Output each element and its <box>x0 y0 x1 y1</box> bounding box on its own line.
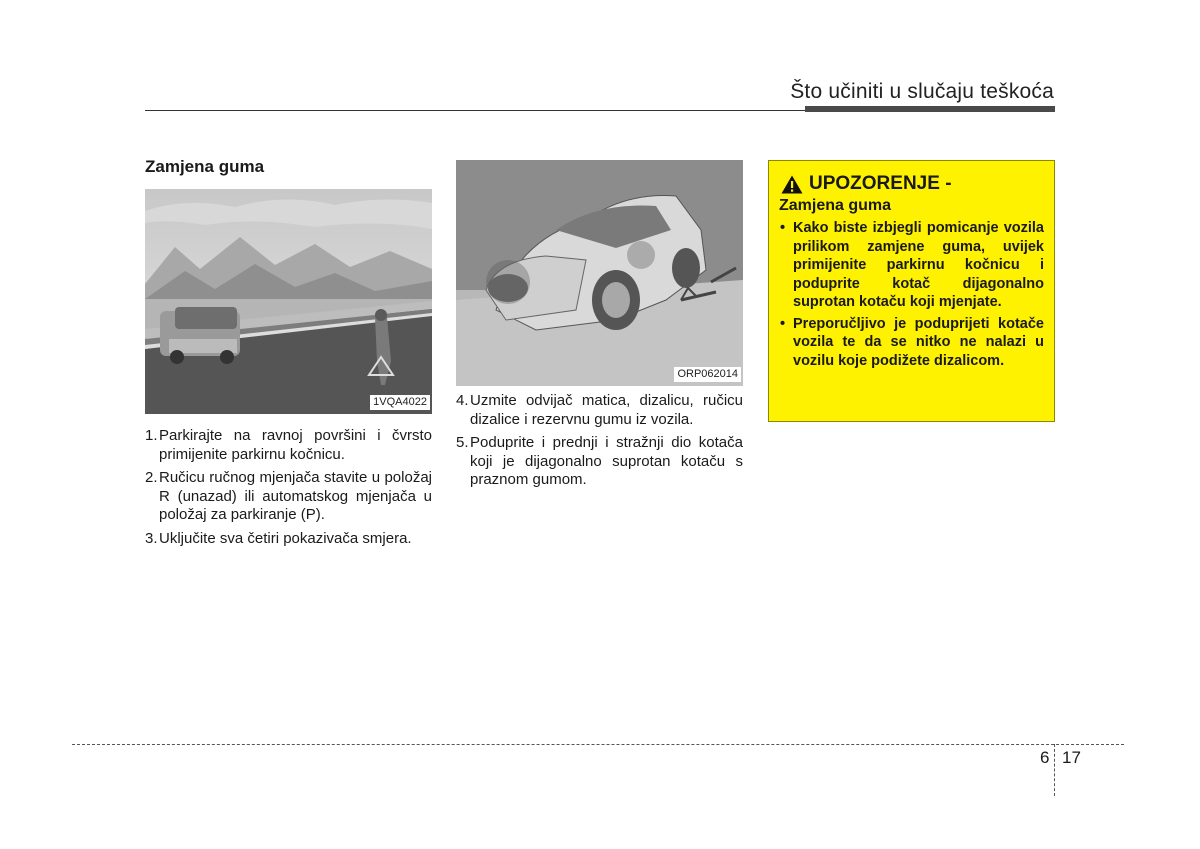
list-item: 5. Poduprite i prednji i stražnji dio kotača koji je dijagonalno suprotan kotaču s praznom gumom. <box>456 434 743 488</box>
chapter-number: 6 <box>1040 748 1050 767</box>
page-number: 17 <box>1062 748 1081 767</box>
steps-list-left <box>145 427 432 553</box>
chapter-title: Što učiniti u slučaju teškoća <box>790 80 1054 103</box>
list-item: 1. Parkirajte na ravnoj površini i čvrsto primijenite parkirnu kočnicu. <box>145 427 432 463</box>
warning-title-row <box>779 173 1044 195</box>
header-rule <box>145 110 805 111</box>
warning-triangle-icon <box>781 175 803 194</box>
roadside-illustration <box>145 189 432 414</box>
list-item: 3. Uključite sva četiri pokazivača smjera. <box>145 529 412 547</box>
list-item: 4. Uzmite odvijač matica, dizalicu, ručicu dizalice i rezervnu gumu iz vozila. <box>456 392 743 428</box>
figure-code: ORP062014 <box>674 367 741 382</box>
warning-list <box>779 219 1044 370</box>
list-item: • Kako biste izbjegli pomicanje vozila prilikom zamjene guma, uvijek primijenite parkirnu kočnicu i poduprite kotač dijagonalno suprotan kotaču koji mjenjate. <box>780 220 1044 310</box>
figure-code: 1VQA4022 <box>370 395 430 410</box>
warning-box <box>768 160 1055 422</box>
header-bar <box>805 106 1055 112</box>
warning-title: UPOZORENJE - <box>809 173 952 194</box>
list-item: • Preporučljivo je poduprijeti kotače vozila te da se nitko ne nalazi u vozilu koje podižete dizalicom. <box>780 315 1044 369</box>
list-item: 2. Ručicu ručnog mjenjača stavite u položaj R (unazad) ili automatskog mjenjača u položaj za parkiranje (P). <box>145 469 432 523</box>
footer-divider <box>1054 744 1055 796</box>
car-jack-illustration <box>456 160 743 386</box>
warning-subtitle: Zamjena guma <box>779 197 892 214</box>
section-heading: Zamjena guma <box>145 157 265 176</box>
footer-rule <box>72 744 1124 745</box>
steps-list-middle <box>456 392 743 495</box>
